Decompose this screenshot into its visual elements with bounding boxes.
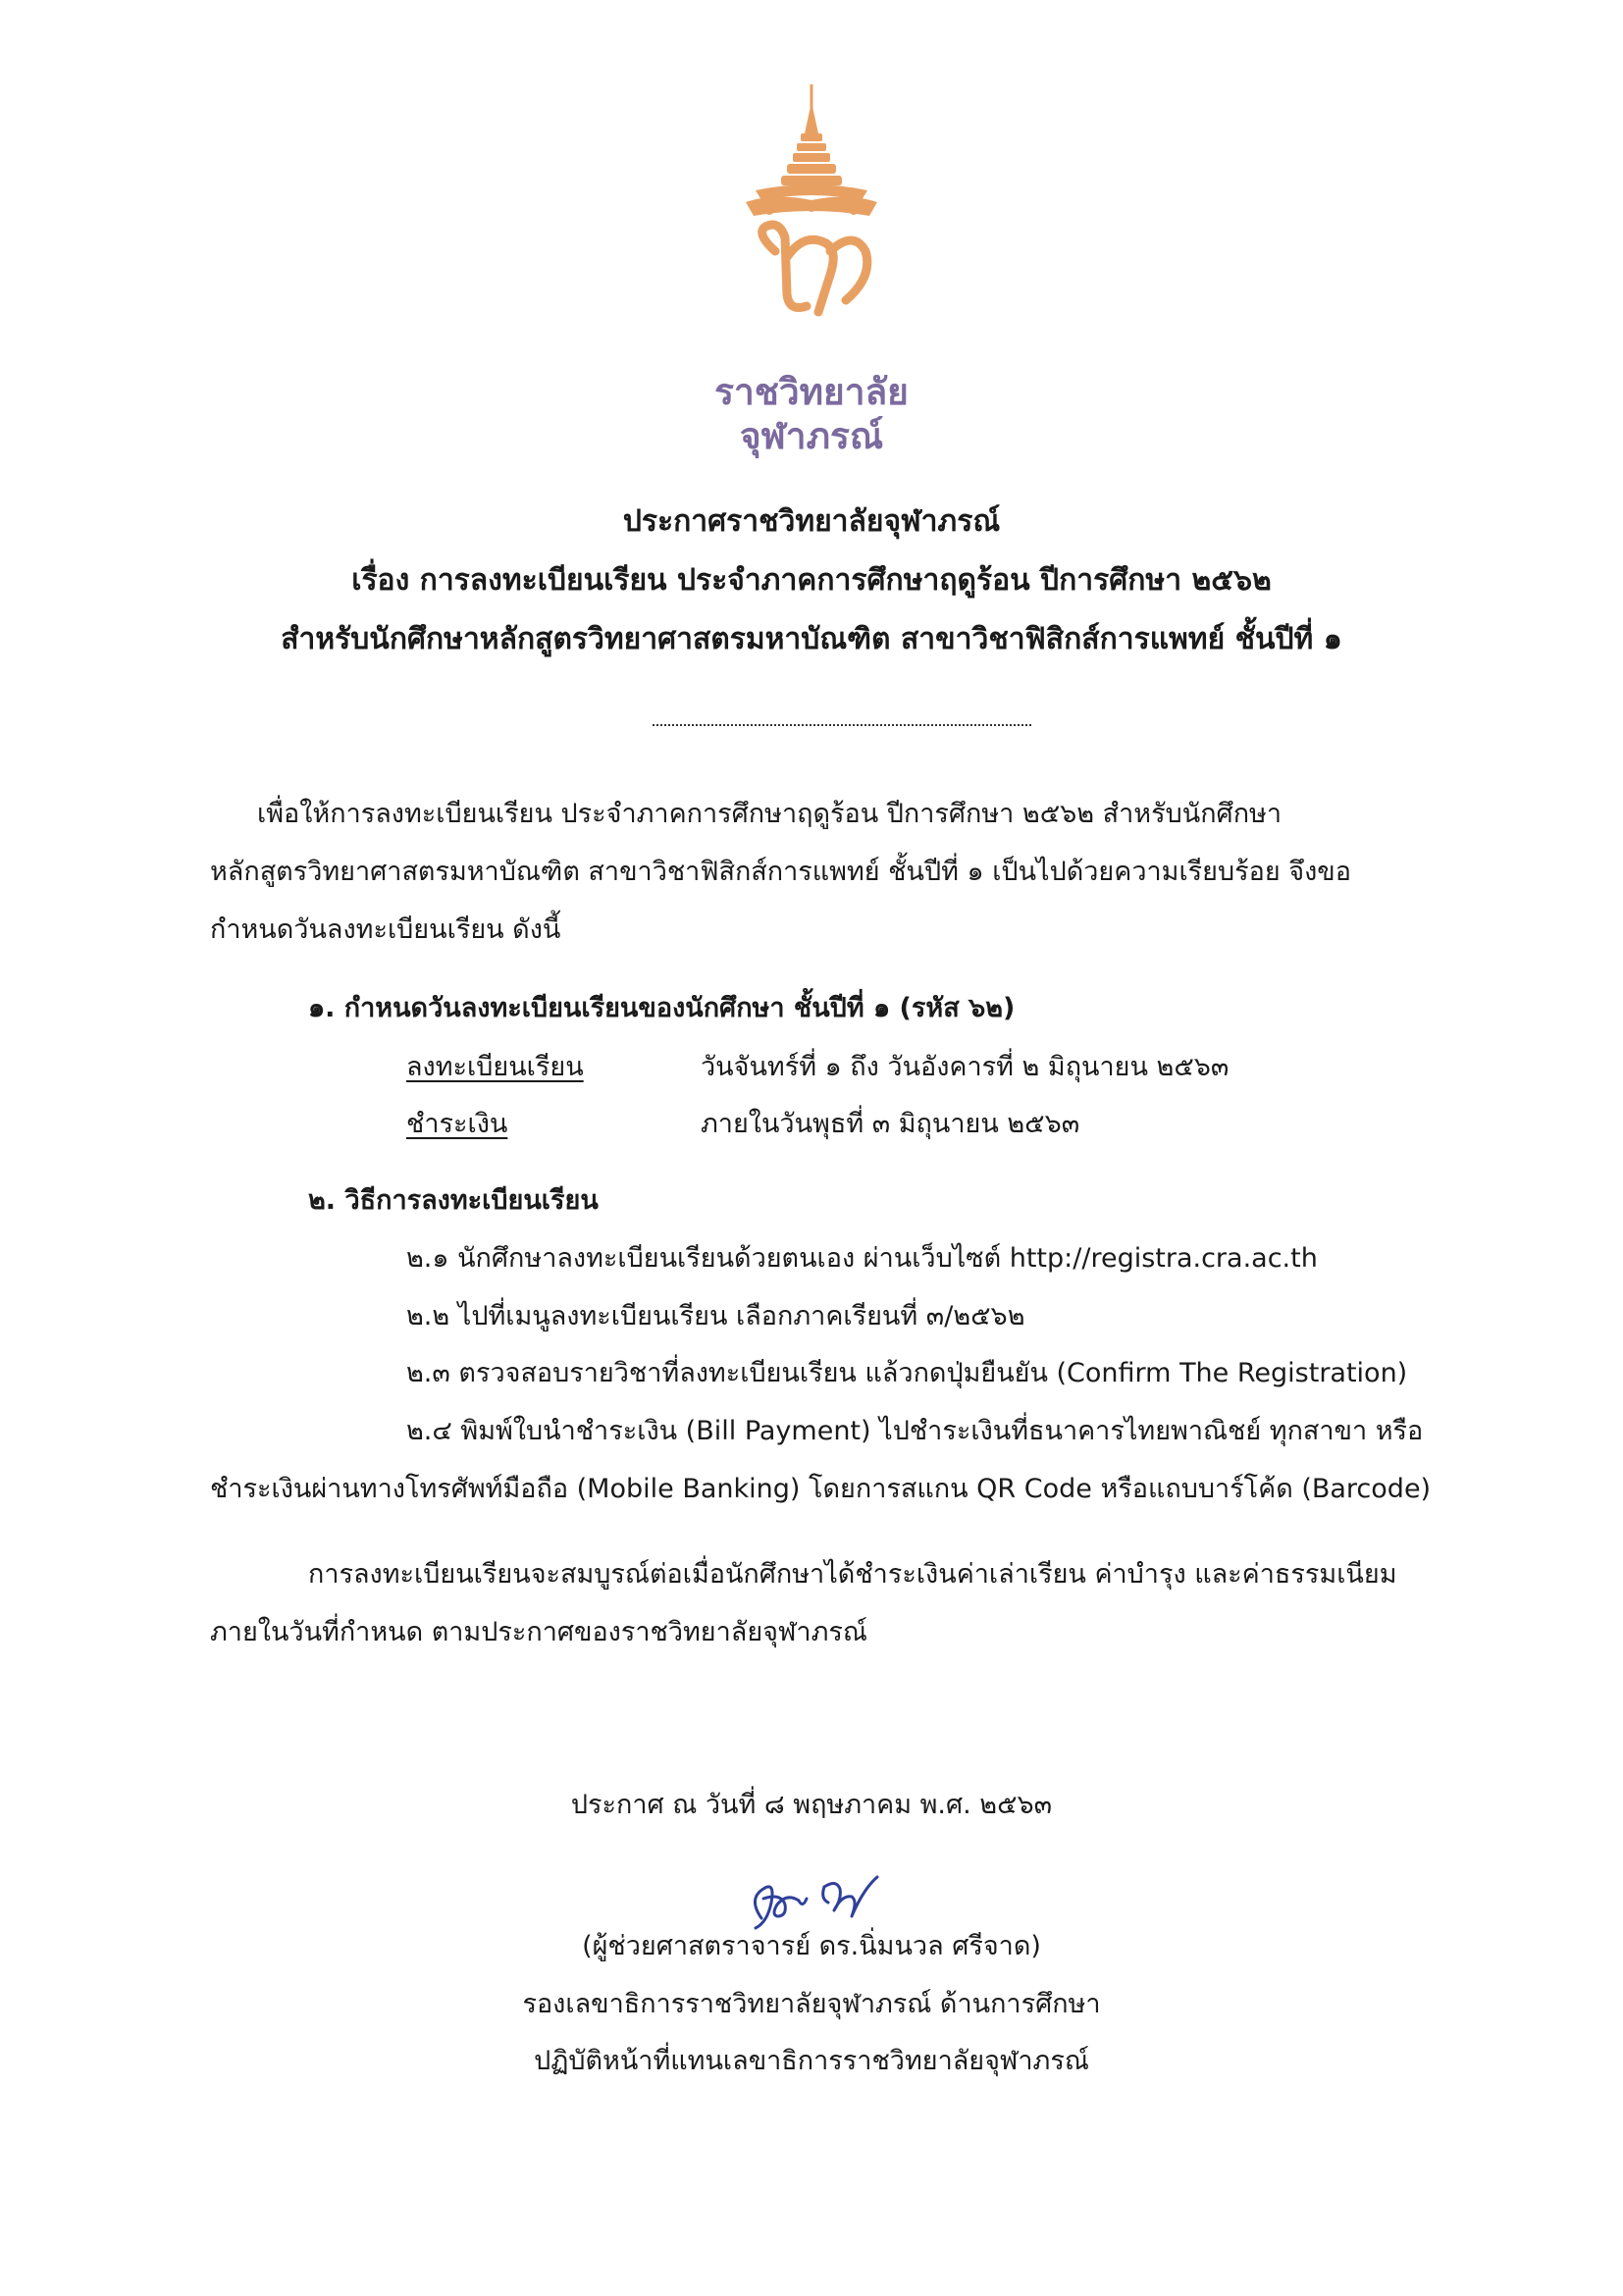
step-2-1: ๒.๑ นักศึกษาลงทะเบียนเรียนด้วยตนเอง ผ่านเว็บไซต์ http://registra.cra.ac.th <box>406 1243 1318 1274</box>
intro-line-2: หลักสูตรวิทยาศาสตรมหาบัณฑิต สาขาวิชาฟิสิกส์การแพทย์ ชั้นปีที่ ๑ เป็นไปด้วยความเรียบร้อย จึงขอ <box>210 857 1351 887</box>
closing-line-1: การลงทะเบียนเรียนจะสมบูรณ์ต่อเมื่อนักศึกษาได้ชำระเงินค่าเล่าเรียน ค่าบำรุง และค่าธรรมเนียม <box>308 1559 1397 1590</box>
registration-label: ลงทะเบียนเรียน <box>406 1052 584 1082</box>
signer-title-2: ปฏิบัติหน้าที่แทนเลขาธิการราชวิทยาลัยจุฬาภรณ์ <box>534 2046 1089 2076</box>
announcement-date: ประกาศ ณ วันที่ ๘ พฤษภาคม พ.ศ. ๒๕๖๓ <box>570 1790 1053 1820</box>
closing-line-2: ภายในวันที่กำหนด ตามประกาศของราชวิทยาลัยจุฬาภรณ์ <box>210 1617 867 1647</box>
step-2-4-continued: ชำระเงินผ่านทางโทรศัพท์มือถือ (Mobile Banking) โดยการสแกน QR Code หรือแถบบาร์โค้ด (Barcode) <box>210 1474 1432 1504</box>
handwritten-signature <box>742 1859 889 1934</box>
registration-dates: วันจันทร์ที่ ๑ ถึง วันอังคารที่ ๒ มิถุนายน ๒๕๖๓ <box>701 1052 1230 1082</box>
intro-line-1: เพื่อให้การลงทะเบียนเรียน ประจำภาคการศึกษาฤดูร้อน ปีการศึกษา ๒๕๖๒ สำหรับนักศึกษา <box>257 799 1282 829</box>
intro-line-3: กำหนดวันลงทะเบียนเรียน ดังนี้ <box>210 914 561 945</box>
org-name-line2: จุฬาภรณ์ <box>739 415 884 457</box>
payment-deadline: ภายในวันพุธที่ ๓ มิถุนายน ๒๕๖๓ <box>701 1109 1080 1139</box>
step-2-2: ๒.๒ ไปที่เมนูลงทะเบียนเรียน เลือกภาคเรียนที่ ๓/๒๕๖๒ <box>406 1301 1025 1331</box>
announcement-subject: เรื่อง การลงทะเบียนเรียน ประจำภาคการศึกษาฤดูร้อน ปีการศึกษา ๒๕๖๒ <box>351 563 1272 598</box>
royal-crest-logo <box>736 84 887 339</box>
org-name-line1: ราชวิทยาลัย <box>714 371 909 413</box>
step-2-4: ๒.๔ พิมพ์ใบนำชำระเงิน (Bill Payment) ไปชำระเงินที่ธนาคารไทยพาณิชย์ ทุกสาขา หรือ <box>406 1416 1424 1446</box>
announcement-audience: สำหรับนักศึกษาหลักสูตรวิทยาศาสตรมหาบัณฑิต สาขาวิชาฟิสิกส์การแพทย์ ชั้นปีที่ ๑ <box>281 622 1342 656</box>
step-2-3: ๒.๓ ตรวจสอบรายวิชาที่ลงทะเบียนเรียน แล้วกดปุ่มยืนยัน (Confirm The Registration) <box>406 1358 1408 1388</box>
announcement-title: ประกาศราชวิทยาลัยจุฬาภรณ์ <box>622 504 1001 539</box>
payment-label: ชำระเงิน <box>406 1109 508 1139</box>
section2-heading: ๒. วิธีการลงทะเบียนเรียน <box>308 1185 599 1216</box>
dotted-divider <box>653 724 1031 726</box>
section1-heading: ๑. กำหนดวันลงทะเบียนเรียนของนักศึกษา ชั้นปีที่ ๑ (รหัส ๖๒) <box>308 993 1016 1023</box>
signer-name: (ผู้ช่วยศาสตราจารย์ ดร.นิ่มนวล ศรีจาด) <box>582 1931 1041 1961</box>
signer-title-1: รองเลขาธิการราชวิทยาลัยจุฬาภรณ์ ด้านการศึกษา <box>522 1989 1101 2019</box>
